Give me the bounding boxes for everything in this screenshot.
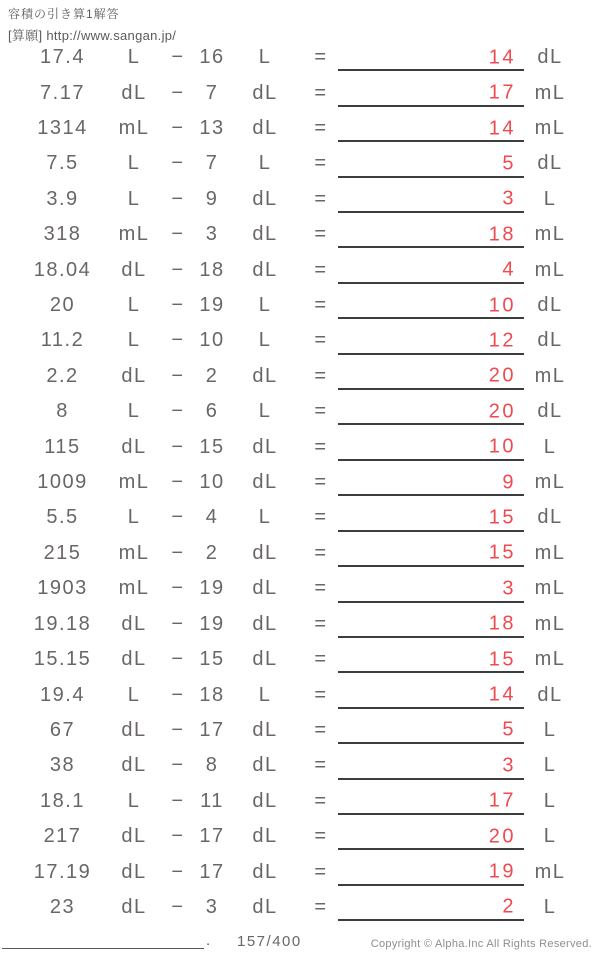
- minus-sign: −: [171, 825, 185, 848]
- name-line: [2, 948, 204, 949]
- answer-underline: [338, 69, 524, 71]
- subtrahend-value: 19: [199, 577, 225, 600]
- equals-sign: =: [314, 329, 328, 352]
- subtrahend-unit: dL: [252, 435, 278, 458]
- minuend-unit: L: [127, 46, 141, 69]
- subtrahend-value: 19: [199, 612, 225, 635]
- minuend-value: 318: [43, 223, 82, 246]
- minuend-value: 19.18: [33, 612, 92, 635]
- answer-value: 15: [488, 506, 516, 529]
- equals-sign: =: [314, 400, 328, 423]
- answer-value: 18: [488, 223, 516, 246]
- answer-underline: [338, 671, 524, 673]
- answer-blank: [338, 288, 524, 323]
- subtrahend-unit: dL: [252, 117, 278, 140]
- equals-sign: =: [314, 612, 328, 635]
- subtrahend-value: 7: [205, 152, 219, 175]
- subtrahend-unit: dL: [252, 364, 278, 387]
- answer-unit: mL: [534, 81, 566, 104]
- problem-row: [0, 40, 600, 75]
- equals-sign: =: [314, 718, 328, 741]
- minuend-unit: dL: [121, 364, 147, 387]
- minus-sign: −: [171, 471, 185, 494]
- minuend-unit: dL: [121, 718, 147, 741]
- minus-sign: −: [171, 789, 185, 812]
- equals-sign: =: [314, 117, 328, 140]
- answer-underline: [338, 459, 524, 461]
- problem-row: [0, 217, 600, 252]
- problem-row: [0, 252, 600, 287]
- subtrahend-unit: L: [258, 294, 272, 317]
- minuend-value: 15.15: [33, 648, 92, 671]
- equals-sign: =: [314, 860, 328, 883]
- answer-underline: [338, 919, 524, 921]
- equals-sign: =: [314, 789, 328, 812]
- minuend-unit: mL: [118, 541, 150, 564]
- answer-blank: [338, 465, 524, 500]
- minuend-value: 115: [44, 435, 81, 458]
- minuend-unit: L: [127, 400, 141, 423]
- problem-row: [0, 146, 600, 181]
- minuend-unit: L: [127, 294, 141, 317]
- minuend-value: 23: [49, 895, 76, 918]
- answer-blank: [338, 890, 524, 925]
- problem-row: [0, 713, 600, 748]
- minuend-unit: mL: [118, 471, 150, 494]
- equals-sign: =: [314, 754, 328, 777]
- copyright-text: Copyright © Alpha.Inc All Rights Reserved.: [370, 938, 592, 950]
- subtrahend-unit: dL: [252, 223, 278, 246]
- subtrahend-value: 16: [199, 46, 225, 69]
- answer-value: 3: [502, 187, 516, 210]
- answer-underline: [338, 353, 524, 355]
- answer-underline: [338, 530, 524, 532]
- answer-blank: [338, 854, 524, 889]
- answer-value: 5: [502, 718, 516, 741]
- minus-sign: −: [171, 329, 185, 352]
- subtrahend-unit: dL: [252, 577, 278, 600]
- subtrahend-unit: dL: [252, 860, 278, 883]
- equals-sign: =: [314, 577, 328, 600]
- minuend-value: 17.19: [33, 860, 92, 883]
- equals-sign: =: [314, 364, 328, 387]
- minuend-value: 18.04: [33, 258, 92, 281]
- answer-value: 15: [488, 648, 516, 671]
- subtrahend-unit: dL: [252, 895, 278, 918]
- problem-row: [0, 500, 600, 535]
- problem-row: [0, 784, 600, 819]
- subtrahend-unit: dL: [252, 187, 278, 210]
- minuend-value: 38: [49, 754, 76, 777]
- answer-blank: [338, 571, 524, 606]
- answer-unit: mL: [534, 577, 566, 600]
- answer-blank: [338, 182, 524, 217]
- page-number: 157/400: [237, 933, 302, 950]
- answer-value: 12: [488, 329, 516, 352]
- equals-sign: =: [314, 471, 328, 494]
- minuend-value: 5.5: [46, 506, 79, 529]
- equals-sign: =: [314, 541, 328, 564]
- equals-sign: =: [314, 294, 328, 317]
- minus-sign: −: [171, 612, 185, 635]
- answer-underline: [338, 813, 524, 815]
- minuend-unit: dL: [121, 612, 147, 635]
- subtrahend-value: 15: [199, 435, 225, 458]
- answer-underline: [338, 707, 524, 709]
- subtrahend-value: 15: [199, 648, 225, 671]
- equals-sign: =: [314, 683, 328, 706]
- minus-sign: −: [171, 46, 185, 69]
- subtrahend-value: 18: [199, 683, 225, 706]
- minus-sign: −: [171, 435, 185, 458]
- subtrahend-unit: L: [258, 506, 272, 529]
- problem-row: [0, 75, 600, 110]
- answer-value: 15: [488, 541, 516, 564]
- problem-row: [0, 111, 600, 146]
- answer-unit: L: [543, 895, 557, 918]
- minuend-value: 11.2: [40, 329, 85, 352]
- answer-value: 19: [488, 860, 516, 883]
- problem-row: [0, 607, 600, 642]
- answer-underline: [338, 423, 524, 425]
- answer-unit: L: [543, 187, 557, 210]
- subtrahend-value: 17: [199, 825, 225, 848]
- answer-value: 20: [488, 400, 516, 423]
- answer-value: 2: [502, 895, 516, 918]
- answer-unit: L: [543, 754, 557, 777]
- minuend-unit: dL: [121, 81, 147, 104]
- problem-row: [0, 536, 600, 571]
- minuend-value: 67: [49, 718, 76, 741]
- answer-underline: [338, 211, 524, 213]
- problem-row: [0, 748, 600, 783]
- minus-sign: −: [171, 683, 185, 706]
- subtrahend-unit: dL: [252, 825, 278, 848]
- minuend-unit: dL: [121, 258, 147, 281]
- answer-unit: mL: [534, 860, 566, 883]
- problem-row: [0, 854, 600, 889]
- answer-unit: dL: [537, 152, 563, 175]
- problem-row: [0, 182, 600, 217]
- answer-underline: [338, 246, 524, 248]
- subtrahend-value: 18: [199, 258, 225, 281]
- subtrahend-unit: dL: [252, 754, 278, 777]
- minuend-unit: dL: [121, 435, 147, 458]
- answer-value: 3: [502, 754, 516, 777]
- answer-blank: [338, 677, 524, 712]
- answer-blank: [338, 40, 524, 75]
- answer-value: 14: [488, 117, 516, 140]
- minus-sign: −: [171, 577, 185, 600]
- subtrahend-unit: dL: [252, 541, 278, 564]
- equals-sign: =: [314, 223, 328, 246]
- problem-row: [0, 429, 600, 464]
- equals-sign: =: [314, 435, 328, 458]
- subtrahend-unit: L: [258, 400, 272, 423]
- equals-sign: =: [314, 895, 328, 918]
- subtrahend-value: 10: [199, 329, 225, 352]
- answer-unit: mL: [534, 541, 566, 564]
- answer-unit: dL: [537, 683, 563, 706]
- problem-row: [0, 890, 600, 925]
- answer-value: 20: [488, 364, 516, 387]
- subtrahend-unit: L: [258, 683, 272, 706]
- problem-row: [0, 288, 600, 323]
- minus-sign: −: [171, 895, 185, 918]
- subtrahend-value: 2: [205, 364, 219, 387]
- subtrahend-value: 7: [205, 81, 219, 104]
- subtrahend-unit: dL: [252, 718, 278, 741]
- answer-value: 9: [502, 471, 516, 494]
- answer-blank: [338, 429, 524, 464]
- answer-blank: [338, 819, 524, 854]
- minus-sign: −: [171, 860, 185, 883]
- answer-value: 17: [488, 789, 516, 812]
- subtrahend-unit: dL: [252, 471, 278, 494]
- subtrahend-value: 13: [199, 117, 225, 140]
- minus-sign: −: [171, 648, 185, 671]
- answer-value: 5: [502, 152, 516, 175]
- problem-row: [0, 323, 600, 358]
- minuend-value: 1009: [37, 471, 88, 494]
- subtrahend-value: 6: [205, 400, 219, 423]
- equals-sign: =: [314, 506, 328, 529]
- answer-value: 4: [502, 258, 516, 281]
- minuend-unit: dL: [121, 648, 147, 671]
- worksheet-title: 容積の引き算1解答: [8, 7, 120, 21]
- problem-row: [0, 677, 600, 712]
- minus-sign: −: [171, 400, 185, 423]
- subtrahend-value: 3: [205, 895, 219, 918]
- subtrahend-unit: dL: [252, 648, 278, 671]
- problem-row: [0, 465, 600, 500]
- equals-sign: =: [314, 825, 328, 848]
- answer-value: 3: [502, 577, 516, 600]
- subtrahend-value: 3: [205, 223, 219, 246]
- answer-blank: [338, 359, 524, 394]
- subtrahend-unit: dL: [252, 258, 278, 281]
- minuend-unit: L: [127, 152, 141, 175]
- minus-sign: −: [171, 81, 185, 104]
- answer-blank: [338, 252, 524, 287]
- minus-sign: −: [171, 258, 185, 281]
- minuend-unit: L: [127, 329, 141, 352]
- answer-blank: [338, 607, 524, 642]
- minuend-unit: L: [127, 187, 141, 210]
- answer-unit: mL: [534, 364, 566, 387]
- minuend-unit: L: [127, 789, 141, 812]
- subtrahend-unit: dL: [252, 81, 278, 104]
- minuend-value: 7.5: [46, 152, 79, 175]
- minus-sign: −: [171, 718, 185, 741]
- answer-value: 14: [488, 46, 516, 69]
- answer-unit: mL: [534, 648, 566, 671]
- subtrahend-unit: L: [258, 152, 272, 175]
- minuend-value: 1314: [37, 117, 88, 140]
- subtrahend-value: 4: [205, 506, 219, 529]
- problem-row: [0, 819, 600, 854]
- answer-underline: [338, 494, 524, 496]
- answer-unit: L: [543, 718, 557, 741]
- equals-sign: =: [314, 258, 328, 281]
- minus-sign: −: [171, 223, 185, 246]
- problems-list: [0, 40, 600, 925]
- answer-blank: [338, 217, 524, 252]
- problem-row: [0, 394, 600, 429]
- minuend-unit: dL: [121, 860, 147, 883]
- minuend-value: 17.4: [40, 46, 85, 69]
- subtrahend-unit: L: [258, 329, 272, 352]
- answer-unit: L: [543, 825, 557, 848]
- answer-blank: [338, 146, 524, 181]
- minuend-unit: mL: [118, 117, 150, 140]
- minus-sign: −: [171, 541, 185, 564]
- answer-unit: dL: [537, 329, 563, 352]
- answer-underline: [338, 317, 524, 319]
- answer-underline: [338, 105, 524, 107]
- minus-sign: −: [171, 754, 185, 777]
- answer-value: 18: [488, 612, 516, 635]
- answer-underline: [338, 848, 524, 850]
- subtrahend-value: 9: [205, 187, 219, 210]
- minuend-value: 7.17: [40, 81, 85, 104]
- answer-underline: [338, 636, 524, 638]
- minuend-unit: L: [127, 683, 141, 706]
- problem-row: [0, 359, 600, 394]
- minuend-value: 217: [43, 825, 82, 848]
- subtrahend-unit: dL: [252, 789, 278, 812]
- answer-underline: [338, 884, 524, 886]
- answer-blank: [338, 713, 524, 748]
- answer-unit: L: [543, 435, 557, 458]
- answer-unit: L: [543, 789, 557, 812]
- answer-value: 14: [488, 683, 516, 706]
- answer-blank: [338, 642, 524, 677]
- answer-value: 10: [488, 435, 516, 458]
- name-line-dot: .: [206, 932, 211, 949]
- header: [8, 5, 176, 44]
- minus-sign: −: [171, 364, 185, 387]
- answer-blank: [338, 75, 524, 110]
- answer-unit: mL: [534, 117, 566, 140]
- subtrahend-value: 8: [205, 754, 219, 777]
- minuend-value: 215: [43, 541, 82, 564]
- answer-value: 10: [488, 294, 516, 317]
- answer-underline: [338, 778, 524, 780]
- answer-unit: mL: [534, 612, 566, 635]
- minuend-value: 18.1: [40, 789, 85, 812]
- minuend-unit: L: [127, 506, 141, 529]
- equals-sign: =: [314, 46, 328, 69]
- answer-blank: [338, 748, 524, 783]
- subtrahend-value: 2: [205, 541, 219, 564]
- answer-blank: [338, 111, 524, 146]
- minuend-value: 2.2: [46, 364, 79, 387]
- answer-underline: [338, 565, 524, 567]
- answer-unit: dL: [537, 506, 563, 529]
- minuend-unit: mL: [118, 223, 150, 246]
- answer-unit: mL: [534, 223, 566, 246]
- minus-sign: −: [171, 506, 185, 529]
- answer-blank: [338, 500, 524, 535]
- minuend-value: 3.9: [46, 187, 79, 210]
- minuend-value: 1903: [37, 577, 88, 600]
- minuend-unit: dL: [121, 754, 147, 777]
- equals-sign: =: [314, 187, 328, 210]
- answer-value: 20: [488, 825, 516, 848]
- answer-underline: [338, 282, 524, 284]
- subtrahend-value: 17: [199, 860, 225, 883]
- subtrahend-unit: dL: [252, 612, 278, 635]
- minus-sign: −: [171, 152, 185, 175]
- subtrahend-value: 17: [199, 718, 225, 741]
- answer-value: 17: [488, 81, 516, 104]
- subtrahend-unit: L: [258, 46, 272, 69]
- answer-underline: [338, 140, 524, 142]
- subtrahend-value: 11: [200, 789, 224, 812]
- problem-row: [0, 642, 600, 677]
- minuend-value: 19.4: [40, 683, 85, 706]
- answer-blank: [338, 323, 524, 358]
- answer-blank: [338, 536, 524, 571]
- answer-underline: [338, 742, 524, 744]
- answer-blank: [338, 394, 524, 429]
- minus-sign: −: [171, 117, 185, 140]
- answer-unit: dL: [537, 46, 563, 69]
- answer-underline: [338, 388, 524, 390]
- answer-blank: [338, 784, 524, 819]
- source-url: [算願] http://www.sangan.jp/: [8, 28, 177, 43]
- subtrahend-value: 19: [199, 294, 225, 317]
- answer-underline: [338, 601, 524, 603]
- problem-row: [0, 571, 600, 606]
- minuend-unit: dL: [121, 895, 147, 918]
- subtrahend-value: 10: [199, 471, 225, 494]
- minuend-value: 20: [49, 294, 76, 317]
- equals-sign: =: [314, 648, 328, 671]
- equals-sign: =: [314, 152, 328, 175]
- answer-unit: dL: [537, 400, 563, 423]
- answer-unit: dL: [537, 294, 563, 317]
- answer-underline: [338, 176, 524, 178]
- minuend-unit: dL: [121, 825, 147, 848]
- answer-unit: mL: [534, 471, 566, 494]
- minuend-unit: mL: [118, 577, 150, 600]
- minuend-value: 8: [56, 400, 69, 423]
- answer-unit: mL: [534, 258, 566, 281]
- minus-sign: −: [171, 294, 185, 317]
- equals-sign: =: [314, 81, 328, 104]
- minus-sign: −: [171, 187, 185, 210]
